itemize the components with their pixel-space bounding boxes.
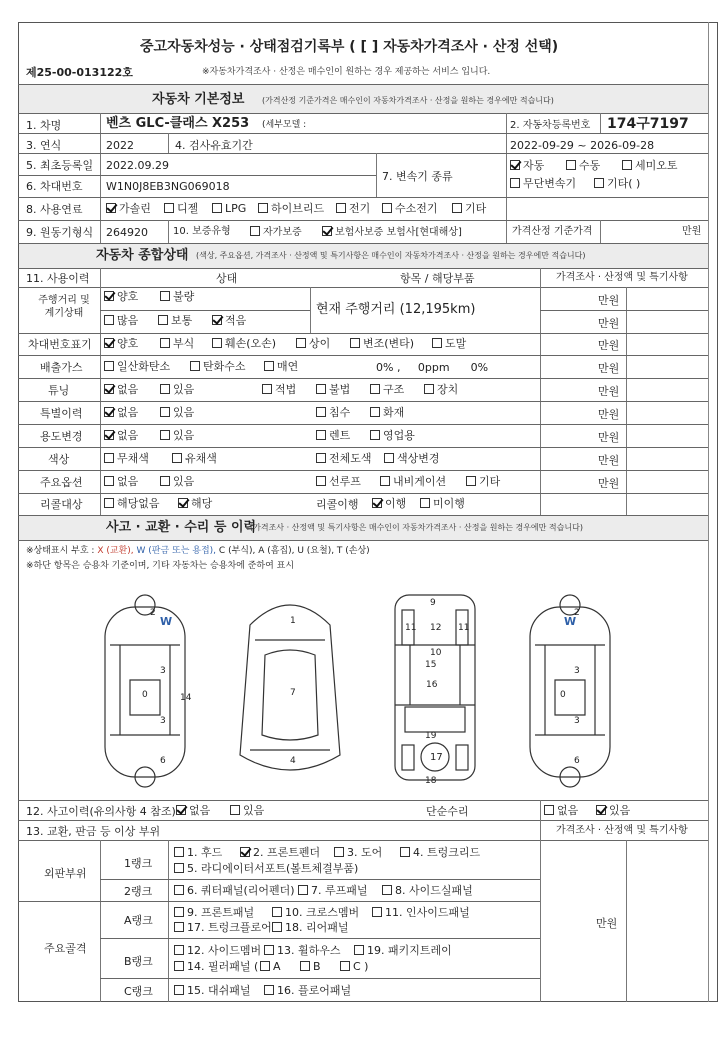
part-side-sill[interactable]: 8. 사이드실패널 bbox=[382, 885, 473, 896]
checkbox-empty-icon[interactable] bbox=[316, 430, 326, 440]
checkbox-empty-icon[interactable] bbox=[316, 384, 326, 394]
diagram-mark-4: 0 bbox=[142, 690, 148, 700]
simple-repair-none[interactable]: 없음 bbox=[544, 805, 578, 816]
checkbox-empty-icon[interactable] bbox=[316, 407, 326, 417]
usage-yes[interactable]: 있음 bbox=[160, 430, 194, 441]
legend-line2: ※하단 항목은 승용차 기준이며, 기타 자동차는 승용차에 준하여 표시 bbox=[26, 561, 295, 571]
pillar-b[interactable]: B bbox=[300, 961, 321, 972]
color-label: 색상 bbox=[48, 453, 70, 466]
registration-number: 174구7197 bbox=[607, 116, 689, 132]
pillar-c[interactable]: C ) bbox=[340, 961, 368, 972]
exchange-price: 만원 bbox=[596, 917, 618, 930]
checkbox-empty-icon[interactable] bbox=[316, 476, 326, 486]
validity-value: 2022-09-29 ~ 2026-09-28 bbox=[510, 139, 655, 152]
checkbox-empty-icon[interactable] bbox=[370, 430, 380, 440]
fuel-electric[interactable]: 전기 bbox=[336, 203, 370, 214]
checkbox-empty-icon[interactable] bbox=[230, 805, 240, 815]
trans-semi[interactable]: 세미오토 bbox=[622, 160, 678, 171]
usage-label: 용도변경 bbox=[40, 430, 83, 443]
checkbox-empty-icon[interactable] bbox=[372, 907, 382, 917]
checkbox-empty-icon[interactable] bbox=[566, 160, 576, 170]
special-flood[interactable]: 침수 bbox=[316, 407, 350, 418]
checkbox-checked-icon[interactable] bbox=[104, 384, 114, 394]
diagram-mark-16: 16 bbox=[426, 680, 438, 690]
car-model-note: (세부모델 : bbox=[262, 120, 307, 130]
base-price-label: 가격산정 기준가격 bbox=[512, 226, 593, 237]
checkbox-empty-icon[interactable] bbox=[160, 430, 170, 440]
checkbox-checked-icon[interactable] bbox=[106, 203, 116, 213]
part-wheel-house[interactable]: 13. 휠하우스 bbox=[264, 945, 341, 956]
option-none[interactable]: 없음 bbox=[104, 476, 138, 487]
simple-repair-label: 단순수리 bbox=[426, 805, 469, 818]
color-full-paint[interactable]: 전체도색 bbox=[316, 453, 372, 464]
emission-price: 만원 bbox=[598, 362, 620, 375]
tuning-label: 튜닝 bbox=[48, 384, 70, 397]
diagram-mark-4b: 4 bbox=[290, 756, 296, 766]
accident-none[interactable]: 없음 bbox=[176, 805, 210, 816]
rankC-label: C랭크 bbox=[124, 985, 153, 998]
plate-label: 차대번호표기 bbox=[28, 338, 92, 351]
checkbox-empty-icon[interactable] bbox=[160, 338, 170, 348]
checkbox-empty-icon[interactable] bbox=[264, 945, 274, 955]
checkbox-empty-icon[interactable] bbox=[104, 498, 114, 508]
checkbox-empty-icon[interactable] bbox=[212, 338, 222, 348]
mileage-bad[interactable]: 불량 bbox=[160, 291, 194, 302]
recall-exec-label: 리콜이행 bbox=[316, 498, 359, 511]
part-radiator-support[interactable]: 5. 라디에이터서포트(볼트체결부품) bbox=[174, 863, 358, 874]
part-package-tray[interactable]: 19. 패키지트레이 bbox=[354, 945, 452, 956]
diagram-mark-12: 12 bbox=[430, 623, 442, 633]
page-edge bbox=[708, 22, 719, 1002]
legend-line1: ※상태표시 부호 : X (교환), W (판금 또는 용접), C (부식), A (흠집), U (요철), T (손상) bbox=[26, 546, 370, 556]
checkbox-empty-icon[interactable] bbox=[174, 922, 184, 932]
usage-rent[interactable]: 렌트 bbox=[316, 430, 350, 441]
checkbox-empty-icon[interactable] bbox=[104, 361, 114, 371]
emission-label: 배출가스 bbox=[40, 361, 83, 374]
col-item: 항목 / 해당부품 bbox=[400, 272, 475, 285]
document-number: 제25-00-013122호 bbox=[26, 66, 133, 79]
validity-label: 4. 검사유효기간 bbox=[175, 139, 253, 152]
diagram-mark-10: 10 bbox=[430, 648, 442, 658]
option-other[interactable]: 기타 bbox=[466, 476, 500, 487]
part-dash-panel[interactable]: 15. 대쉬패널 bbox=[174, 985, 251, 996]
part-inside-panel[interactable]: 11. 인사이드패널 bbox=[372, 907, 470, 918]
checkbox-checked-icon[interactable] bbox=[178, 498, 188, 508]
mileage-many[interactable]: 많음 bbox=[104, 315, 138, 326]
transmission-label: 7. 변속기 종류 bbox=[382, 170, 453, 183]
form-title: 중고자동차성능 · 상태점검기록부 ( [ ] 자동차가격조사 · 산정 선택) bbox=[140, 39, 559, 55]
diagram-mark-7: 7 bbox=[290, 688, 296, 698]
mileage-normal[interactable]: 보통 bbox=[158, 315, 192, 326]
col-state: 상태 bbox=[216, 272, 238, 285]
tuning-none[interactable]: 없음 bbox=[104, 384, 138, 395]
usage-business[interactable]: 영업용 bbox=[370, 430, 415, 441]
part-roof-panel[interactable]: 7. 루프패널 bbox=[298, 885, 368, 896]
fuel-other[interactable]: 기타 bbox=[452, 203, 486, 214]
color-change[interactable]: 색상변경 bbox=[384, 453, 440, 464]
checkbox-checked-icon[interactable] bbox=[104, 338, 114, 348]
checkbox-empty-icon[interactable] bbox=[420, 498, 430, 508]
checkbox-empty-icon[interactable] bbox=[334, 847, 344, 857]
diagram-mark-2: 2 bbox=[150, 608, 156, 618]
usage-none[interactable]: 없음 bbox=[104, 430, 138, 441]
checkbox-empty-icon[interactable] bbox=[452, 203, 462, 213]
year-label: 3. 연식 bbox=[26, 139, 62, 152]
engine-label: 9. 원동기형식 bbox=[26, 226, 94, 239]
plate-smear[interactable]: 도말 bbox=[432, 338, 466, 349]
option-label: 주요옵션 bbox=[40, 476, 83, 489]
rankB-label: B랭크 bbox=[124, 955, 153, 968]
warranty-insurer[interactable]: 보험사보증 보험사[현대해상] bbox=[322, 226, 462, 238]
pillar-a[interactable]: A bbox=[260, 961, 281, 972]
checkbox-empty-icon[interactable] bbox=[622, 160, 632, 170]
checkbox-checked-icon[interactable] bbox=[322, 226, 332, 236]
mileage-low[interactable]: 적음 bbox=[212, 315, 246, 326]
checkbox-empty-icon[interactable] bbox=[272, 922, 282, 932]
accident-yes[interactable]: 있음 bbox=[230, 805, 264, 816]
checkbox-empty-icon[interactable] bbox=[336, 203, 346, 213]
part-trunk-floor[interactable]: 17. 트렁크플로어 bbox=[174, 922, 272, 933]
accident-note: (가격조사 · 산정액 및 특기사항은 매수인이 자동차가격조사 · 산정을 원하는 경우에만 적습니다) bbox=[250, 523, 583, 532]
diagram-mark-15: 15 bbox=[425, 660, 437, 670]
tuning-price: 만원 bbox=[598, 385, 620, 398]
vin-value: W1N0J8EB3NG069018 bbox=[106, 180, 230, 193]
diagram-mark-11b: 11 bbox=[458, 623, 470, 633]
diagram-mark-w: W bbox=[160, 615, 173, 628]
fuel-diesel[interactable]: 디젤 bbox=[164, 203, 198, 214]
recall-label: 리콜대상 bbox=[40, 498, 83, 511]
recall-not-done[interactable]: 미이행 bbox=[420, 498, 465, 509]
basic-info-title: 자동차 기본정보 bbox=[152, 92, 245, 107]
diagram-mark-3b: 3 bbox=[160, 716, 166, 726]
mileage-label: 주행거리 및 계기상태 bbox=[38, 295, 90, 319]
checkbox-empty-icon[interactable] bbox=[424, 384, 434, 394]
diagram-mark-9: 9 bbox=[430, 598, 436, 608]
diagram-mark-1: 1 bbox=[290, 616, 296, 626]
diagram-mark-11: 11 bbox=[405, 623, 417, 633]
special-fire[interactable]: 화재 bbox=[370, 407, 404, 418]
fuel-hybrid[interactable]: 하이브리드 bbox=[258, 203, 324, 214]
checkbox-empty-icon[interactable] bbox=[466, 476, 476, 486]
trans-other[interactable]: 기타( ) bbox=[594, 178, 640, 189]
checkbox-empty-icon[interactable] bbox=[264, 985, 274, 995]
checkbox-empty-icon[interactable] bbox=[160, 384, 170, 394]
usage-price: 만원 bbox=[598, 431, 620, 444]
checkbox-empty-icon[interactable] bbox=[400, 847, 410, 857]
plate-price: 만원 bbox=[598, 339, 620, 352]
checkbox-checked-icon[interactable] bbox=[240, 847, 250, 857]
mileage-value: 현재 주행거리 (12,195km) bbox=[316, 302, 476, 317]
part-front-fender[interactable]: 2. 프론트펜더 bbox=[240, 847, 320, 858]
first-reg-value: 2022.09.29 bbox=[106, 159, 169, 172]
tuning-yes[interactable]: 있음 bbox=[160, 384, 194, 395]
car-damage-diagram bbox=[90, 585, 630, 790]
checkbox-empty-icon[interactable] bbox=[174, 907, 184, 917]
part-floor-panel[interactable]: 16. 플로어패널 bbox=[264, 985, 351, 996]
diagram-mark-wr: W bbox=[564, 615, 577, 628]
emission-co[interactable]: 일산화탄소 bbox=[104, 361, 170, 372]
checkbox-empty-icon[interactable] bbox=[380, 476, 390, 486]
checkbox-empty-icon[interactable] bbox=[384, 453, 394, 463]
checkbox-empty-icon[interactable] bbox=[160, 476, 170, 486]
part-rear-panel[interactable]: 18. 리어패널 bbox=[272, 922, 349, 933]
tuning-illegal[interactable]: 불법 bbox=[316, 384, 350, 395]
option-navigation[interactable]: 내비게이션 bbox=[380, 476, 446, 487]
vin-label: 6. 차대번호 bbox=[26, 180, 83, 193]
basic-info-note: (가격산정 기준가격은 매수인이 자동차가격조사 · 산정을 원하는 경우에만 적습니다) bbox=[262, 96, 554, 105]
mileage-price-2: 만원 bbox=[598, 317, 620, 330]
checkbox-empty-icon[interactable] bbox=[174, 945, 184, 955]
part-pillar-panel[interactable]: 14. 필러패널 ( bbox=[174, 961, 258, 972]
part-quarter-panel[interactable]: 6. 쿼터패널(리어펜더) bbox=[174, 885, 295, 896]
trans-manual[interactable]: 수동 bbox=[566, 160, 600, 171]
recall-done[interactable]: 이행 bbox=[372, 498, 406, 509]
diagram-mark-19: 19 bbox=[425, 731, 437, 741]
trans-cvt[interactable]: 무단변속기 bbox=[510, 178, 576, 189]
year-value: 2022 bbox=[106, 139, 134, 152]
special-label: 특별이력 bbox=[40, 407, 83, 420]
checkbox-checked-icon[interactable] bbox=[176, 805, 186, 815]
plate-damage[interactable]: 훼손(오손) bbox=[212, 338, 276, 349]
checkbox-empty-icon[interactable] bbox=[350, 338, 360, 348]
rankA-label: A랭크 bbox=[124, 914, 153, 927]
diagram-mark-0r: 0 bbox=[560, 690, 566, 700]
tuning-legal[interactable]: 적법 bbox=[262, 384, 296, 395]
option-price: 만원 bbox=[598, 477, 620, 490]
reg-no-label: 2. 자동차등록번호 bbox=[510, 120, 591, 131]
checkbox-empty-icon[interactable] bbox=[298, 885, 308, 895]
checkbox-empty-icon[interactable] bbox=[296, 338, 306, 348]
fuel-lpg[interactable]: LPG bbox=[212, 203, 246, 214]
tuning-device[interactable]: 장치 bbox=[424, 384, 458, 395]
checkbox-empty-icon[interactable] bbox=[510, 178, 520, 188]
warranty-self[interactable]: 자가보증 bbox=[250, 226, 302, 238]
fuel-hydrogen[interactable]: 수소전기 bbox=[382, 203, 438, 214]
checkbox-empty-icon[interactable] bbox=[382, 203, 392, 213]
checkbox-empty-icon[interactable] bbox=[432, 338, 442, 348]
plate-good[interactable]: 양호 bbox=[104, 338, 138, 349]
car-name: 벤츠 GLC-클래스 X253 bbox=[106, 116, 250, 131]
checkbox-empty-icon[interactable] bbox=[316, 453, 326, 463]
mileage-price: 만원 bbox=[598, 294, 620, 307]
checkbox-empty-icon[interactable] bbox=[158, 315, 168, 325]
recall-applicable[interactable]: 해당 bbox=[178, 498, 212, 509]
accident-history-label: 12. 사고이력(유의사항 4 참조) bbox=[26, 805, 176, 818]
part-front-panel[interactable]: 9. 프론트패널 bbox=[174, 907, 254, 918]
overall-title: 자동차 종합상태 bbox=[96, 248, 189, 263]
mileage-good[interactable]: 양호 bbox=[104, 291, 138, 302]
accident-title: 사고 · 교환 · 수리 등 이력 bbox=[106, 520, 257, 535]
exchange-price-col: 가격조사 · 산정액 및 특기사항 bbox=[556, 825, 688, 836]
warranty-label: 10. 보증유형 bbox=[173, 226, 231, 237]
emission-smoke[interactable]: 매연 bbox=[264, 361, 298, 372]
checkbox-empty-icon[interactable] bbox=[258, 203, 268, 213]
checkbox-empty-icon[interactable] bbox=[340, 961, 350, 971]
diagram-mark-17: 17 bbox=[430, 752, 443, 763]
emission-values: 0% , 0ppm 0% bbox=[376, 361, 489, 374]
checkbox-empty-icon[interactable] bbox=[250, 226, 260, 236]
checkbox-empty-icon[interactable] bbox=[174, 985, 184, 995]
checkbox-empty-icon[interactable] bbox=[370, 384, 380, 394]
checkbox-empty-icon[interactable] bbox=[174, 863, 184, 873]
checkbox-empty-icon[interactable] bbox=[260, 961, 270, 971]
overall-note: (색상, 주요옵션, 가격조사 · 산정액 및 특기사항은 매수인이 자동차가격조사 · 산정을 원하는 경우에만 적습니다) bbox=[196, 251, 586, 260]
plate-mismatch[interactable]: 상이 bbox=[296, 338, 330, 349]
checkbox-empty-icon[interactable] bbox=[594, 178, 604, 188]
checkbox-empty-icon[interactable] bbox=[172, 453, 182, 463]
emission-hc[interactable]: 탄화수소 bbox=[190, 361, 246, 372]
main-frame-label: 주요골격 bbox=[44, 942, 87, 955]
first-reg-label: 5. 최초등록일 bbox=[26, 159, 94, 172]
checkbox-empty-icon[interactable] bbox=[160, 407, 170, 417]
checkbox-empty-icon[interactable] bbox=[164, 203, 174, 213]
checkbox-empty-icon[interactable] bbox=[174, 847, 184, 857]
checkbox-empty-icon[interactable] bbox=[174, 961, 184, 971]
recall-not-applicable[interactable]: 해당없음 bbox=[104, 498, 160, 509]
plate-corrosion[interactable]: 부식 bbox=[160, 338, 194, 349]
checkbox-empty-icon[interactable] bbox=[104, 453, 114, 463]
special-price: 만원 bbox=[598, 408, 620, 421]
simple-repair-yes[interactable]: 있음 bbox=[596, 805, 630, 816]
checkbox-empty-icon[interactable] bbox=[370, 407, 380, 417]
trans-auto[interactable]: 자동 bbox=[510, 160, 544, 171]
special-yes[interactable]: 있음 bbox=[160, 407, 194, 418]
diagram-mark-6: 6 bbox=[160, 756, 166, 766]
checkbox-empty-icon[interactable] bbox=[300, 961, 310, 971]
checkbox-empty-icon[interactable] bbox=[190, 361, 200, 371]
checkbox-checked-icon[interactable] bbox=[104, 430, 114, 440]
color-price: 만원 bbox=[598, 454, 620, 467]
checkbox-empty-icon[interactable] bbox=[382, 885, 392, 895]
diagram-mark-3r: 3 bbox=[574, 666, 580, 676]
checkbox-empty-icon[interactable] bbox=[104, 315, 114, 325]
part-door[interactable]: 3. 도어 bbox=[334, 847, 382, 858]
checkbox-empty-icon[interactable] bbox=[104, 476, 114, 486]
part-trunk-lid[interactable]: 4. 트렁크리드 bbox=[400, 847, 480, 858]
header-notice: ※자동차가격조사 · 산정은 매수인이 원하는 경우 제공하는 서비스 입니다. bbox=[202, 67, 491, 77]
checkbox-checked-icon[interactable] bbox=[510, 160, 520, 170]
car-name-label: 1. 차명 bbox=[26, 119, 62, 132]
part-side-member[interactable]: 12. 사이드멤버 bbox=[174, 945, 261, 956]
fuel-label: 8. 사용연료 bbox=[26, 203, 83, 216]
checkbox-checked-icon[interactable] bbox=[596, 805, 606, 815]
outer-panel-label: 외판부위 bbox=[44, 867, 87, 880]
plate-altered[interactable]: 변조(변타) bbox=[350, 338, 414, 349]
checkbox-checked-icon[interactable] bbox=[104, 291, 114, 301]
fuel-gasoline[interactable]: 가솔린 bbox=[106, 203, 151, 214]
exchange-label: 13. 교환, 판금 등 이상 부위 bbox=[26, 825, 161, 838]
checkbox-checked-icon[interactable] bbox=[104, 407, 114, 417]
base-price-unit: 만원 bbox=[682, 226, 702, 237]
checkbox-checked-icon[interactable] bbox=[212, 315, 222, 325]
part-hood[interactable]: 1. 후드 bbox=[174, 847, 222, 858]
option-sunroof[interactable]: 선루프 bbox=[316, 476, 361, 487]
checkbox-checked-icon[interactable] bbox=[372, 498, 382, 508]
special-none[interactable]: 없음 bbox=[104, 407, 138, 418]
option-yes[interactable]: 있음 bbox=[160, 476, 194, 487]
diagram-mark-18: 18 bbox=[425, 776, 437, 786]
rank1-label: 1랭크 bbox=[124, 857, 153, 870]
checkbox-empty-icon[interactable] bbox=[160, 291, 170, 301]
checkbox-empty-icon[interactable] bbox=[272, 907, 282, 917]
engine-value: 264920 bbox=[106, 226, 148, 239]
col-history: 11. 사용이력 bbox=[26, 272, 90, 285]
diagram-mark-2r: 2 bbox=[574, 608, 580, 618]
color-chromatic[interactable]: 유채색 bbox=[172, 453, 217, 464]
checkbox-empty-icon[interactable] bbox=[354, 945, 364, 955]
diagram-mark-3rb: 3 bbox=[574, 716, 580, 726]
checkbox-empty-icon[interactable] bbox=[264, 361, 274, 371]
col-price: 가격조사 · 산정액 및 특기사항 bbox=[556, 272, 688, 283]
checkbox-empty-icon[interactable] bbox=[174, 885, 184, 895]
rank2-label: 2랭크 bbox=[124, 885, 153, 898]
checkbox-empty-icon[interactable] bbox=[262, 384, 272, 394]
diagram-mark-6r: 6 bbox=[574, 756, 580, 766]
part-cross-member[interactable]: 10. 크로스멤버 bbox=[272, 907, 359, 918]
checkbox-empty-icon[interactable] bbox=[212, 203, 222, 213]
color-achromatic[interactable]: 무채색 bbox=[104, 453, 149, 464]
diagram-mark-14: 14 bbox=[180, 693, 192, 703]
tuning-structure[interactable]: 구조 bbox=[370, 384, 404, 395]
checkbox-empty-icon[interactable] bbox=[544, 805, 554, 815]
diagram-mark-3: 3 bbox=[160, 666, 166, 676]
